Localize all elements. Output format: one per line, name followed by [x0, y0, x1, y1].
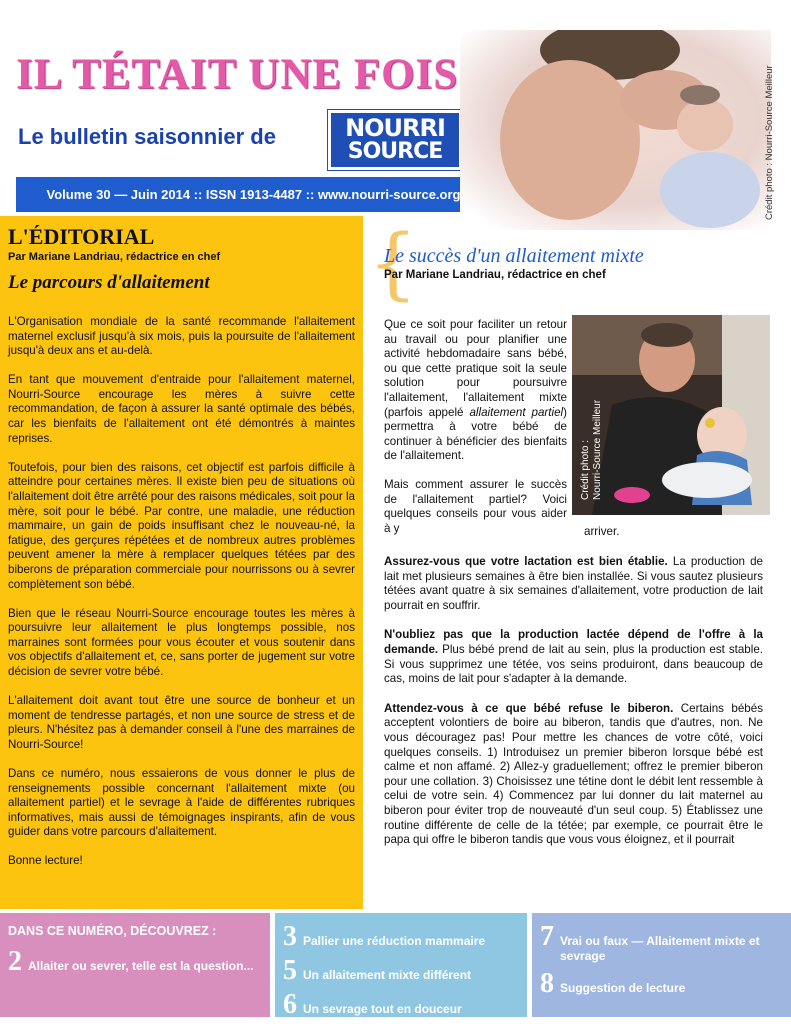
tip-1-text: La production de lait met plusieurs semaines à être bien installée. Si vous sautez plusieurs tétées avant quatre à six semaines d'allaitement, votre production de lait pourrait en souffrir. [384, 555, 763, 612]
footer-box-1 [0, 913, 270, 1017]
footer-item-label: Allaiter ou sevrer, telle est la question... [28, 959, 254, 973]
editorial-paragraph: L'Organisation mondiale de la santé recommande l'allaitement maternel exclusif jusqu'à six mois, puis la poursuite de l'allaitement jusqu'à deux ans et au-delà. [8, 315, 355, 358]
footer-page-number: 7 [540, 921, 554, 952]
footer-item-label: Un allaitement mixte différent [303, 968, 472, 982]
footer-item-page-6[interactable] [283, 991, 519, 1019]
footer-page-number: 5 [283, 955, 297, 986]
editorial-paragraph: En tant que mouvement d'entraide pour l'allaitement maternel, Nourri-Source encourage les mères à suivre cette recommandation, de façon à assurer la santé optimale des bébés, car les bienfaits de l'allaitement ont été démontrés à maintes reprises. [8, 373, 355, 445]
article-intro [384, 318, 567, 550]
article-intro-tail [584, 525, 704, 540]
hero-photo-mother-baby [460, 30, 771, 230]
article-tip-3 [384, 702, 763, 848]
editorial-heading: L'ÉDITORIAL [8, 224, 155, 249]
footer-item-page-3[interactable] [283, 923, 519, 951]
article-intro-paragraph-1 [384, 318, 567, 464]
footer-page-number: 3 [283, 921, 297, 952]
tip-2-text: Plus bébé prend de lait au sein, plus la production est stable. Si vous supprimez une tétée, vos seins produiront, dans beaucoup de cas, moins de lait pour s'adapter à la demande. [384, 642, 763, 686]
footer-item-label: Suggestion de lecture [560, 981, 686, 995]
logo-line-1: NOURRI [345, 114, 445, 142]
article-body [384, 555, 763, 863]
article-intro-paragraph-2: Mais comment assurer le succès de l'allaitement partiel? Voici quelques conseils pour vous aider à y [384, 477, 567, 535]
intro-text-end: ) permettra à votre bébé de continuer à bénéficier des bienfaits de l'allaitement. [384, 405, 567, 463]
article-tip-1 [384, 555, 763, 613]
editorial-text [8, 315, 355, 869]
editorial-paragraph: Toutefois, pour bien des raisons, cet objectif est parfois difficile à atteindre pour certaines mères. Il existe bien peu de situations où l'allaitement doit être arrêté pour des raisons médicales, soit pour la mère, soit pour le bébé. Par contre, une maladie, une réduction mammaire, un gain de poids insuffisant chez le nouveau-né, la fatigue, des gerçures répétées et de nombreux autres problèmes peuvent amener la mère à remplacer quelques tétées par des biberons de préparation commerciale pour nourrissons ou à sevrer complètement son bébé. [8, 460, 355, 591]
nourri-source-logo [328, 110, 462, 170]
footer-box-2 [275, 913, 527, 1020]
editorial-paragraph: L'allaitement doit avant tout être une source de bonheur et un moment de tendresse partagés, et non une source de stress et de pleurs. N'hésitez pas à demander conseil à l'une des marraines de Nourri-Source! [8, 694, 355, 751]
volume-info-bar: Volume 30 — Juin 2014 :: ISSN 1913-4487 :: www.nourri-source.org [16, 177, 491, 212]
editorial-column [0, 216, 363, 909]
editorial-subheading: Le parcours d'allaitement [8, 272, 210, 293]
tip-3-text: Certains bébés acceptent volontiers de boire au biberon, tandis que d'autres, non. Ne vous découragez pas! Pour mettre les chances de votre côté, voici quelques conseils. 1) Introduisez un premier biberon lorsque bébé est calme et non affamé. 2) Allez-y graduellement; offrez le premier biberon pour une collation. 3) Choisissez une tétine dont le débit lent ressemble à celui de votre sein. 4) Commencez par lui donner du lait maternel au biberon pour éviter trop de nouveauté d'un seul coup. 5) Établissez une routine différente de celle de la tétée; par exemple, ce pourrait être le papa qui offre le biberon tandis que vous vous éloignez, et il pourrait [384, 701, 763, 847]
editorial-paragraph: Bien que le réseau Nourri-Source encourage toutes les mères à poursuivre leur allaitement le plus longtemps possible, nos marraines sont formées pour vous écouter et vous soutenir dans vos objectifs d'allaitement et, ce, sans porter de jugement sur votre décision de sevrer votre bébé. [8, 606, 355, 678]
footer-item-page-8[interactable] [540, 970, 783, 998]
footer-box-3 [532, 913, 791, 1017]
hero-photo-credit: Crédit photo : Nourri-Source Meilleur [764, 65, 775, 220]
footer-item-label: Pallier une réduction mammaire [303, 934, 486, 948]
article-title: Le succès d'un allaitement mixte [384, 245, 644, 267]
intro-text-start: Que ce soit pour faciliter un retour au travail ou pour planifier une activité hebdomadaire sans bébé, ou que cette pratique soit la seule solution pour poursuivre l'allaitement, l'allaitement mixte (parfois appelé [384, 318, 567, 419]
logo-line-2: SOURCE [347, 139, 443, 164]
tip-2-heading: N'oubliez pas que la production lactée dépend de l'offre à la demande. [384, 628, 763, 656]
intro-text-italic: allaitement partiel [469, 405, 564, 419]
editorial-author: Par Mariane Landriau, rédactrice en chef [8, 251, 221, 263]
footer-item-page-2[interactable] [8, 948, 262, 976]
footer-item-page-5[interactable] [283, 957, 519, 985]
tip-3-heading: Attendez-vous à ce que bébé refuse le biberon. [384, 701, 674, 715]
editorial-paragraph: Dans ce numéro, nous essaierons de vous donner le plus de renseignements possible concernant l'allaitement mixte (ou allaitement partiel) et le sevrage à l'aide de différentes rubriques informatives, mais aussi de témoignages inspirants, afin de vous guider dans votre parcours d'allaitement. [8, 766, 355, 839]
footer-page-number: 6 [283, 989, 297, 1020]
footer-item-page-7[interactable] [540, 923, 783, 964]
editorial-closing: Bonne lecture! [8, 854, 83, 868]
decorative-brace: { [368, 219, 418, 309]
newsletter-subtitle: Le bulletin saisonnier de [18, 124, 276, 149]
footer-page-number: 2 [8, 946, 22, 977]
tip-1-heading: Assurez-vous que votre lactation est bien établie. [384, 555, 668, 568]
photo2-credit [580, 400, 604, 500]
article-tip-2 [384, 628, 763, 686]
footer-item-label: Vrai ou faux — Allaitement mixte et sevrage [560, 934, 760, 963]
footer-heading: DANS CE NUMÉRO, DÉCOUVREZ : [8, 924, 217, 938]
footer-item-label: Un sevrage tout en douceur [303, 1002, 462, 1016]
newsletter-title: IL TÉTAIT UNE FOIS [16, 51, 459, 98]
photo2-credit-line-2: Nourri-Source Meilleur [592, 399, 603, 500]
footer-page-number: 8 [540, 968, 554, 999]
photo2-credit-line-1: Crédit photo : [580, 439, 591, 500]
article-author: Par Mariane Landriau, rédactrice en chef [384, 269, 606, 281]
intro-tail-text: arriver. [584, 525, 620, 538]
